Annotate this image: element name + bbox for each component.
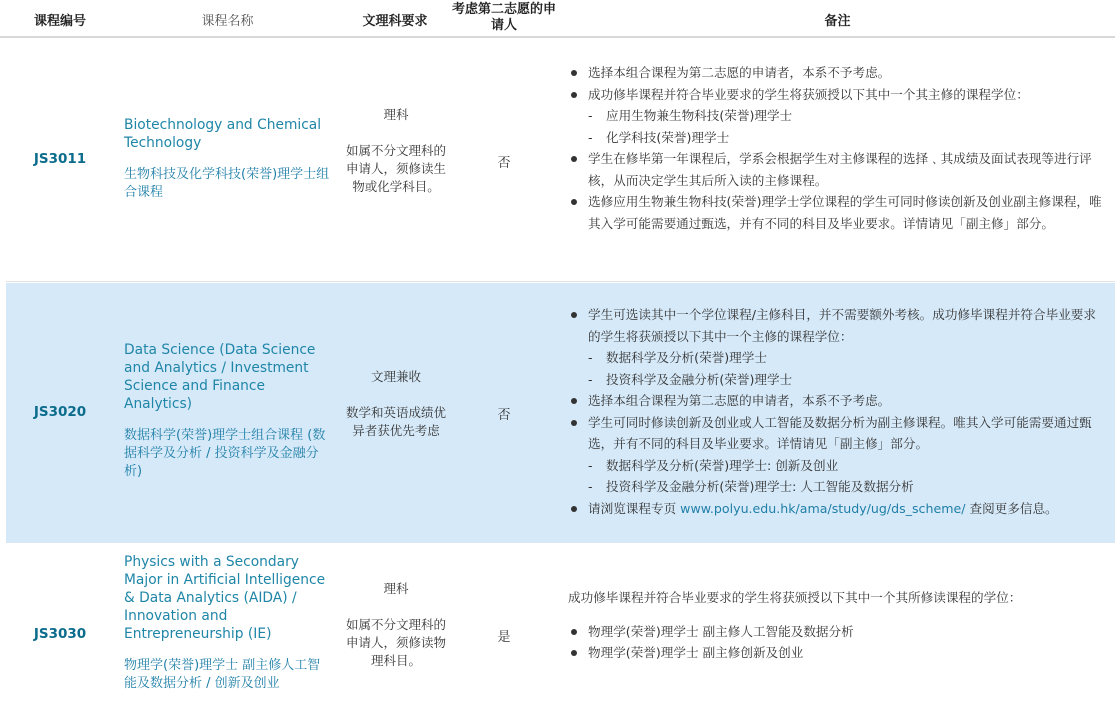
requirement-note: 如属不分文理科的申请人，须修读物理科目。 bbox=[346, 617, 447, 668]
course-name[interactable] bbox=[124, 116, 332, 202]
remark-subitem: - 投资科学及金融分析(荣誉)理学士: 人工智能及数据分析 bbox=[568, 476, 1108, 498]
remark-item: 选修应用生物兼生物科技(荣誉)理学士学位课程的学生可同时修读创新及创业副主修课程，唯其入学可能需要通过甄选，并有不同的科目及毕业要求。详情请见「副主修」部分。 bbox=[568, 191, 1108, 234]
course-name[interactable] bbox=[124, 553, 332, 693]
remark-item: 选择本组合课程为第二志愿的申请者，本系不予考虑。 bbox=[568, 62, 1108, 84]
remark-item: 物理学(荣誉)理学士 副主修人工智能及数据分析 bbox=[568, 621, 1108, 643]
requirement-main: 理科 bbox=[383, 107, 409, 122]
table-row bbox=[6, 40, 1115, 282]
subject-requirement bbox=[346, 106, 446, 196]
remark-subitem: - 数据科学及分析(荣誉)理学士: 创新及创业 bbox=[568, 455, 1108, 477]
table-row bbox=[6, 545, 1115, 725]
course-page-link[interactable]: www.polyu.edu.hk/ama/study/ug/ds_scheme/ bbox=[680, 500, 966, 516]
remark-subitem: - 数据科学及分析(荣誉)理学士 bbox=[568, 347, 1108, 369]
subject-requirement bbox=[346, 368, 446, 440]
remarks-cell bbox=[568, 304, 1108, 519]
course-name-cn[interactable]: 数据科学(荣誉)理学士组合课程 (数据科学及分析 / 投资科学及金融分析) bbox=[124, 428, 326, 479]
remark-item: 物理学(荣誉)理学士 副主修创新及创业 bbox=[568, 642, 1108, 664]
second-choice-value: 是 bbox=[497, 630, 511, 645]
remark-subitem: - 应用生物兼生物科技(荣誉)理学士 bbox=[568, 105, 1108, 127]
remarks-cell bbox=[568, 587, 1108, 664]
course-name-cn[interactable]: 生物科技及化学科技(荣誉)理学士组合课程 bbox=[124, 167, 330, 200]
course-code: JS3020 bbox=[33, 404, 87, 420]
remark-intro: 成功修毕课程并符合毕业要求的学生将获颁授以下其中一个其所修读课程的学位： bbox=[568, 590, 1022, 605]
header-second-choice: 考虑第二志愿的申请人 bbox=[451, 2, 556, 33]
requirement-note: 数学和英语成绩优异者获优先考虑 bbox=[346, 405, 447, 438]
remark-subitem: - 投资科学及金融分析(荣誉)理学士 bbox=[568, 369, 1108, 391]
remark-item: 选择本组合课程为第二志愿的申请者，本系不予考虑。 bbox=[568, 390, 1108, 412]
header-requirement: 文理科要求 bbox=[362, 14, 428, 29]
requirement-note: 如属不分文理科的申请人，须修读生物或化学科目。 bbox=[346, 143, 447, 194]
course-code: JS3011 bbox=[33, 151, 87, 167]
header-name: 课程名称 bbox=[201, 14, 254, 29]
table-row bbox=[6, 283, 1115, 543]
requirement-main: 文理兼收 bbox=[370, 369, 421, 384]
remark-item-link bbox=[568, 498, 1108, 520]
header-code: 课程编号 bbox=[33, 14, 86, 29]
second-choice-value: 否 bbox=[497, 408, 511, 423]
second-choice-value: 否 bbox=[497, 156, 511, 171]
requirement-main: 理科 bbox=[383, 581, 409, 596]
remark-item: 学生在修毕第一年课程后，学系会根据学生对主修课程的选择﹑其成绩及面试表现等进行评核，从而决定学生其后所入读的主修课程。 bbox=[568, 148, 1108, 191]
course-name-cn[interactable]: 物理学(荣誉)理学士 副主修人工智能及数据分析 / 创新及创业 bbox=[124, 658, 321, 691]
course-name-en[interactable]: Physics with a Secondary Major in Artificial Intelligence & Data Analytics (AIDA) / Innovation and Entrepreneurship (IE) bbox=[124, 554, 326, 642]
remark-item: 学生可同时修读创新及创业或人工智能及数据分析为副主修课程。唯其入学可能需要通过甄选，并有不同的科目及毕业要求。详情请见「副主修」部分。 bbox=[568, 412, 1108, 455]
subject-requirement bbox=[346, 580, 446, 670]
course-name-en[interactable]: Biotechnology and Chemical Technology bbox=[124, 117, 322, 151]
table-header bbox=[0, 0, 1115, 38]
course-name-en[interactable]: Data Science (Data Science and Analytics / Investment Science and Finance Analytics) bbox=[124, 342, 316, 412]
remark-subitem: - 化学科技(荣誉)理学士 bbox=[568, 127, 1108, 149]
remark-item: 成功修毕课程并符合毕业要求的学生将获颁授以下其中一个其主修的课程学位： bbox=[568, 84, 1108, 106]
header-remarks: 备注 bbox=[824, 14, 851, 29]
remark-item: 学生可选读其中一个学位课程/主修科目，并不需要额外考核。成功修毕课程并符合毕业要求的学生将获颁授以下其中一个主修的课程学位： bbox=[568, 304, 1108, 347]
course-name[interactable] bbox=[124, 341, 332, 481]
course-code: JS3030 bbox=[33, 626, 87, 642]
link-suffix: 查阅更多信息。 bbox=[969, 500, 1058, 516]
link-prefix: 请浏览课程专页 bbox=[588, 500, 677, 516]
remarks-cell bbox=[568, 62, 1108, 234]
